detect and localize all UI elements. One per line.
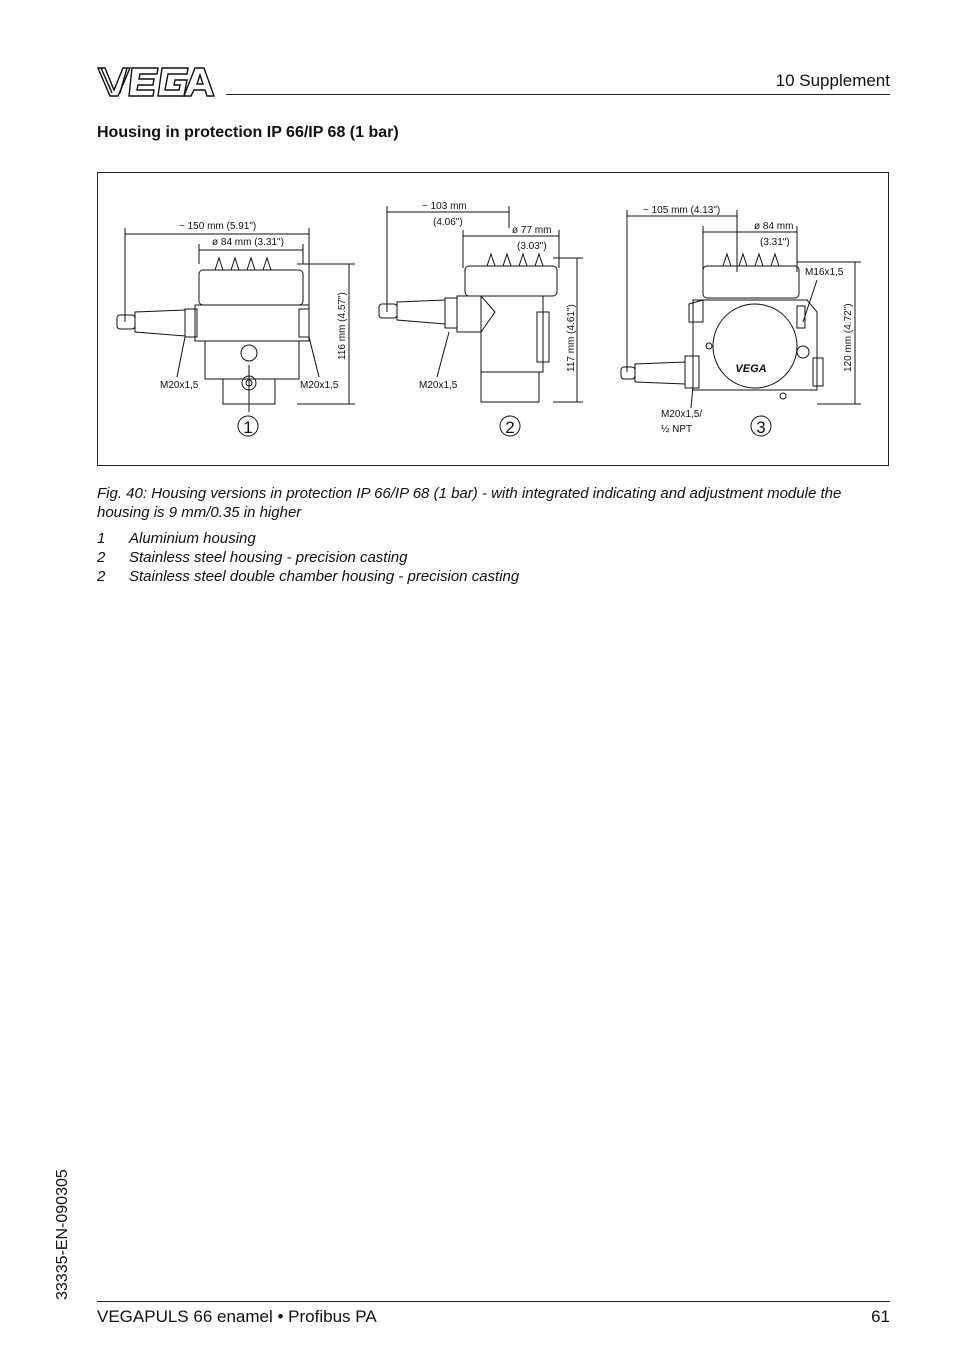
h3-thread-1: M20x1,5/ (661, 409, 703, 420)
housing-3-drawing (621, 210, 861, 436)
h3-diameter-label-1: ø 84 mm (754, 221, 794, 232)
h1-left-thread: M20x1,5 (160, 380, 199, 391)
h3-number: 3 (756, 418, 766, 437)
h1-diameter-label: ø 84 mm (3.31") (212, 237, 284, 248)
legend-number: 2 (97, 568, 106, 585)
header-rule (226, 94, 890, 95)
housing-drawings (97, 172, 889, 466)
footer-title: VEGAPULS 66 enamel • Profibus PA (97, 1307, 377, 1326)
h3-height-label: 120 mm (4.72") (843, 303, 854, 372)
vega-logo (96, 64, 216, 105)
footer-rule (97, 1301, 890, 1302)
page-number: 61 (871, 1307, 890, 1326)
h2-width-label-2: (4.06") (433, 217, 463, 228)
page-heading: Housing in protection IP 66/IP 68 (1 bar) (97, 124, 399, 141)
housing-2-drawing (379, 206, 583, 436)
legend-number: 2 (97, 549, 106, 566)
h1-number: 1 (243, 418, 253, 437)
housing-1-drawing (117, 228, 355, 436)
legend-text: Stainless steel housing - precision casting (129, 549, 408, 566)
legend-text: Stainless steel double chamber housing - precision casting (129, 568, 520, 585)
h2-height-label: 117 mm (4.61") (566, 304, 577, 372)
h2-diameter-label-1: ø 77 mm (512, 225, 552, 236)
h3-thread-2: ½ NPT (661, 424, 693, 435)
figure-caption: Fig. 40: Housing versions in protection IP 66/IP 68 (1 bar) - with integrated indicating and adjustment module the housing is 9 mm/0.35 in higher (97, 485, 842, 521)
h3-vega-logo: VEGA (735, 363, 767, 375)
h1-height-label: 116 mm (4.57") (337, 292, 348, 360)
h3-top-thread: M16x1,5 (805, 267, 844, 278)
h2-number: 2 (505, 418, 515, 437)
h2-diameter-label-2: (3.03") (517, 241, 547, 252)
document-code: 33335-EN-090305 (54, 1169, 71, 1300)
section-label: 10 Supplement (775, 71, 890, 90)
legend-number: 1 (97, 530, 106, 547)
h1-width-label: ~ 150 mm (5.91") (179, 221, 257, 232)
legend-text: Aluminium housing (129, 530, 256, 547)
h3-diameter-label-2: (3.31") (760, 237, 790, 248)
h3-width-label: ~ 105 mm (4.13") (643, 205, 721, 216)
h1-right-thread: M20x1,5 (300, 380, 339, 391)
h2-width-label-1: ~ 103 mm (422, 201, 467, 212)
h2-thread: M20x1,5 (419, 380, 458, 391)
